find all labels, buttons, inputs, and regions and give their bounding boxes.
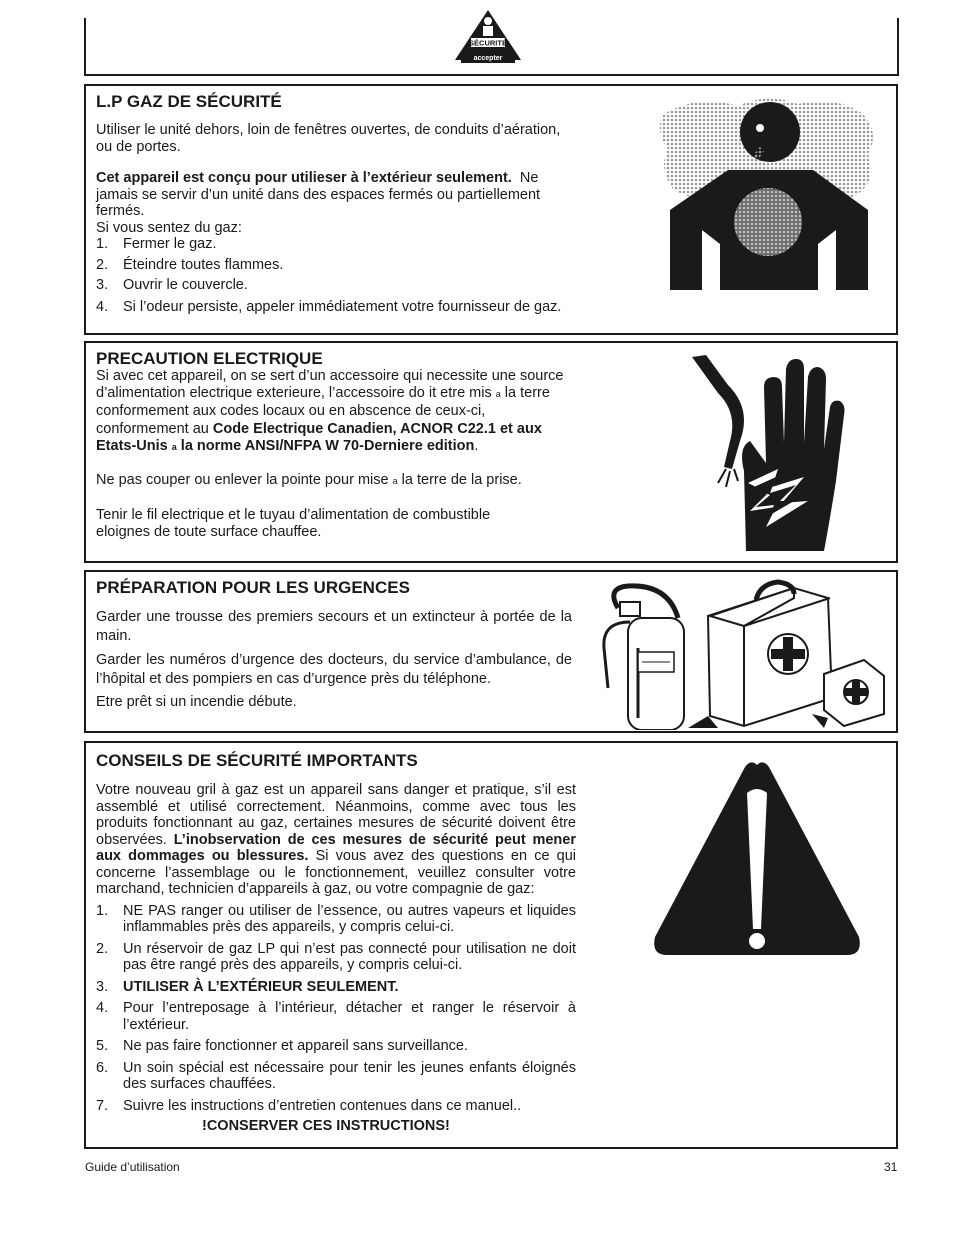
emergency-section	[84, 570, 898, 733]
warning-triangle-icon	[651, 759, 863, 959]
list-item: 5. Ne pas faire fonctionner et appareil sans surveillance.	[96, 1038, 468, 1054]
list-item: 1. NE PAS ranger ou utiliser de l’essence, ou autres vapeurs et liquides inflammables près des appareils, y compris celui-ci.	[96, 902, 576, 935]
safety-logo-icon	[453, 8, 523, 68]
logo-text-accepter: accepter	[473, 55, 503, 62]
list-item: 2. Éteindre toutes flammes.	[96, 256, 284, 273]
list-item: 6. Un soin spécial est nécessaire pour tenir les jeunes enfants éloignés des surfaces chauffées.	[96, 1059, 576, 1092]
gas-steps-list	[96, 236, 572, 317]
safety-tips-title: CONSEILS DE SÉCURITÉ IMPORTANTS	[96, 751, 418, 770]
list-item: 3. Ouvrir le couvercle.	[96, 277, 248, 293]
electrical-paragraph-3: Tenir le fil electrique et le tuyau d’alimentation de combustible eloignes de toute surface chauffee.	[96, 506, 491, 540]
safety-tips-list	[96, 903, 576, 1115]
page-number: 31	[884, 1160, 898, 1174]
electrical-paragraph-2: Ne pas couper ou enlever la pointe pour mise a la terre de la prise.	[96, 472, 522, 489]
gas-safety-section	[84, 84, 898, 335]
gas-inhalation-icon	[658, 94, 880, 290]
first-aid-extinguisher-icon	[598, 578, 888, 730]
gas-paragraph-2-rest: Ne jamais se servir d’un unité dans des espaces fermés ou partiellement fermés.	[96, 170, 541, 219]
list-item: 4. Pour l’entreposage à l’intérieur, détacher et ranger le réservoir à l’extérieur.	[96, 1000, 576, 1033]
list-item: 1. Fermer le gaz.	[96, 236, 217, 252]
list-item: 4. Si l’odeur persiste, appeler immédiatement votre fournisseur de gaz.	[96, 298, 562, 315]
safety-tips-section	[84, 741, 898, 1149]
electrical-title: PRECAUTION ELECTRIQUE	[96, 349, 323, 368]
gas-paragraph-2	[96, 170, 562, 220]
keep-instructions-note: !CONSERVER CES INSTRUCTIONS!	[202, 1118, 450, 1134]
safety-tips-intro: Votre nouveau gril à gaz est un appareil sans danger et pratique, s’il est assemblé et utilisé correctement. Néanmoins, comme avec tous les produits fonctionnant au gaz, certaines mesures de sécurité doivent être observées. L’inobservation de ces mesures de sécurité peut mener aux dommages ou blessures. Si vous avez des questions en ce qui concerne l’assemblage ou le fonctionnement, veuillez consulter votre marchand, technicien d’appareils à gaz, ou votre compagnie de gaz:	[96, 782, 577, 897]
list-item: 3. UTILISER À L’EXTÉRIEUR SEULEMENT.	[96, 978, 399, 995]
footer-guide-label: Guide d’utilisation	[85, 1160, 180, 1174]
gas-safety-title: L.P GAZ DE SÉCURITÉ	[96, 92, 282, 111]
emergency-title: PRÉPARATION POUR LES URGENCES	[96, 578, 410, 597]
emergency-paragraph-1: Garder une trousse des premiers secours et un extincteur à portée de la main.	[96, 609, 572, 644]
electrical-section	[84, 341, 898, 563]
list-item: 7. Suivre les instructions d’entretien contenues dans ce manuel..	[96, 1097, 522, 1114]
electrical-hand-icon	[686, 351, 846, 553]
electrical-paragraph-1: Si avec cet appareil, on se sert d’un accessoire qui necessite une source d’alimentation electrique exterieure, l’accessoire do it etre mis a la terre conformement aux codes locaux ou en abscence de ceux-ci, conformement au Code Electrique Canadien, ACNOR C22.1 et aux Etats-Unis a la norme ANSI/NFPA W 70-Derniere edition.	[96, 368, 564, 454]
logo-text-securite: SÉCURITÉ	[469, 38, 507, 48]
gas-paragraph-1: Utiliser le unité dehors, loin de fenêtres ouvertes, de conduits d’aération, ou de portes.	[96, 122, 561, 155]
list-item: 2. Un réservoir de gaz LP qui n’est pas connecté pour utilisation ne doit pas être rangé près des appareils, y compris celui-ci.	[96, 940, 576, 973]
emergency-paragraph-2: Garder les numéros d’urgence des docteurs, du service d’ambulance, de l’hôpital et des pompiers en cas d’urgence près du téléphone.	[96, 652, 572, 687]
emergency-paragraph-3: Etre prêt si un incendie débute.	[96, 694, 297, 710]
gas-paragraph-2-bold: Cet appareil est conçu pour utilieser à l’extérieur seulement.	[96, 170, 512, 186]
gas-paragraph-3: Si vous sentez du gaz:	[96, 219, 242, 236]
